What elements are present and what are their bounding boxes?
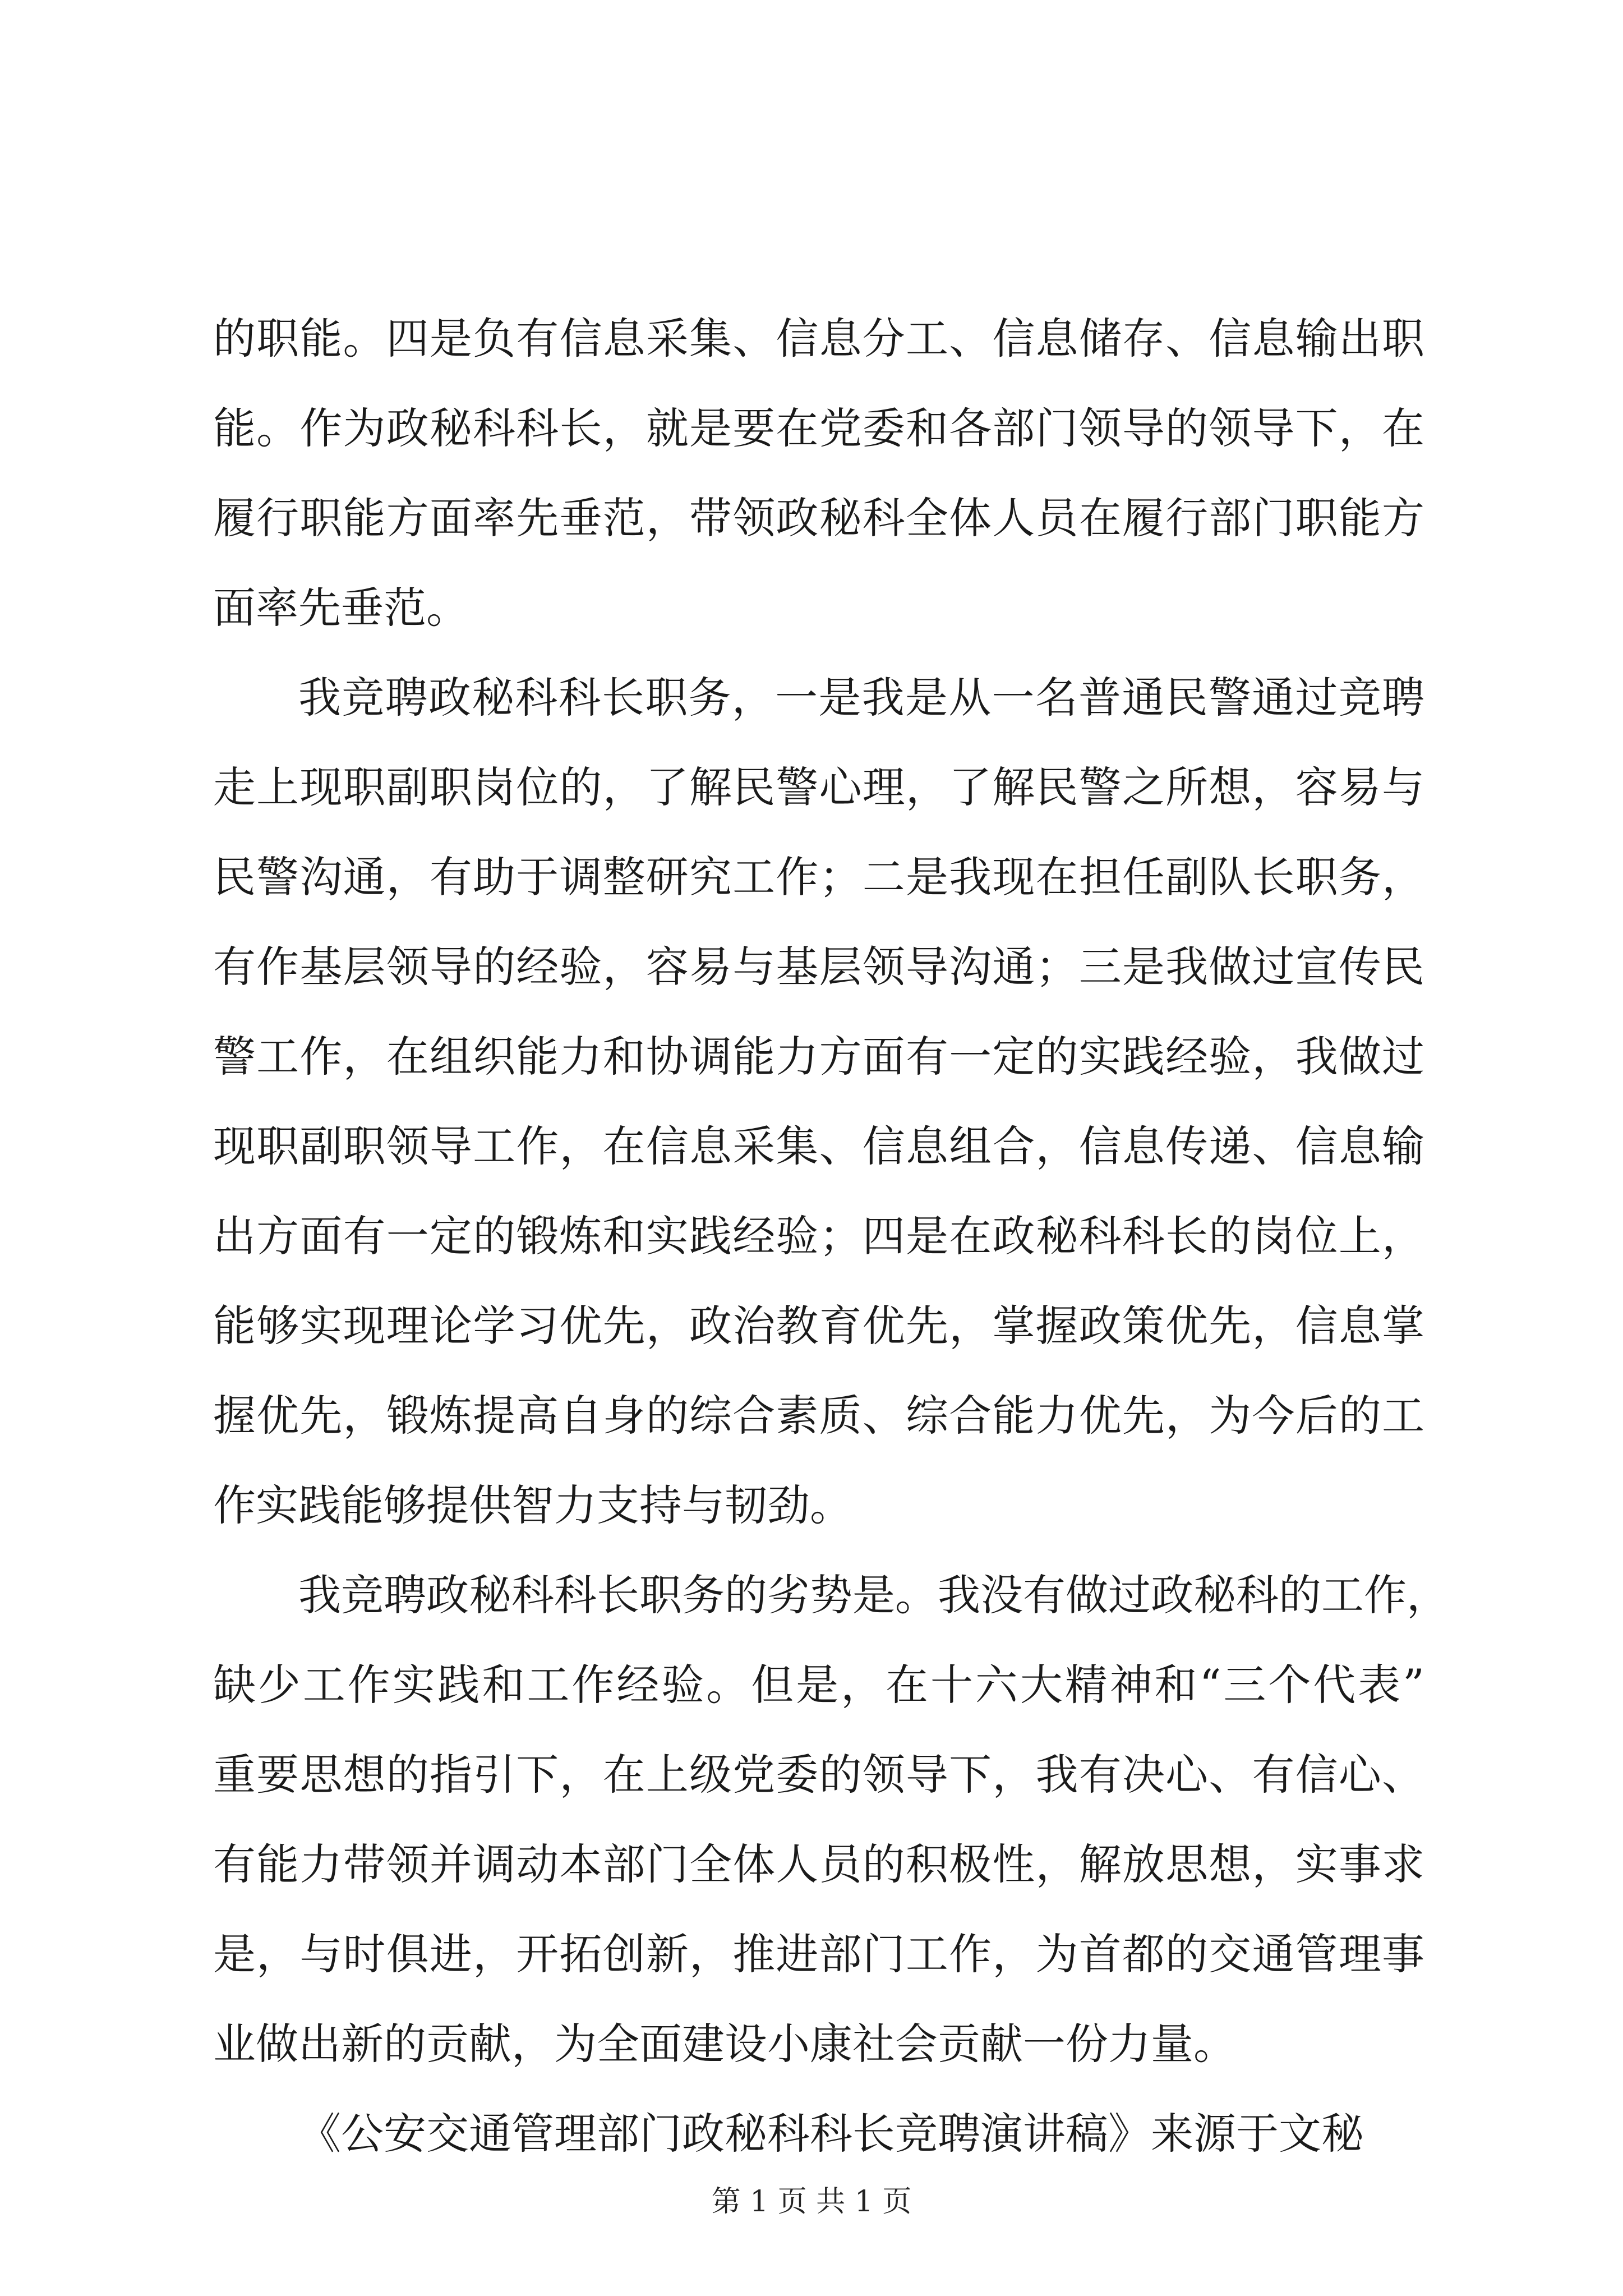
text-line: 民警沟通，有助于调整研究工作；二是我现在担任副队长职务， bbox=[213, 852, 1424, 902]
page-footer: 第 1 页 共 1 页 bbox=[711, 2185, 912, 2219]
paragraph-first-line: 我竞聘政秘科科长职务，一是我是从一名普通民警通过竞聘 bbox=[298, 673, 1424, 723]
text-line: 警工作，在组织能力和协调能力方面有一定的实践经验，我做过 bbox=[213, 1032, 1424, 1082]
text-line: 握优先，锻炼提高自身的综合素质、综合能力优先，为今后的工 bbox=[213, 1391, 1424, 1441]
text-line: 业做出新的贡献，为全面建设小康社会贡献一份力量。 bbox=[213, 2019, 1236, 2069]
text-line: 出方面有一定的锻炼和实践经验；四是在政秘科科长的岗位上， bbox=[213, 1211, 1424, 1261]
text-line: 作实践能够提供智力支持与韧劲。 bbox=[213, 1480, 852, 1530]
text-line: 有能力带领并调动本部门全体人员的积极性，解放思想，实事求 bbox=[213, 1839, 1424, 1889]
text-line: 重要思想的指引下，在上级党委的领导下，我有决心、有信心、 bbox=[213, 1750, 1424, 1800]
text-line: 有作基层领导的经验，容易与基层领导沟通；三是我做过宣传民 bbox=[213, 942, 1424, 992]
text-line: 的职能。四是负有信息采集、信息分工、信息储存、信息输出职 bbox=[213, 314, 1424, 364]
text-line: 走上现职副职岗位的，了解民警心理，了解民警之所想，容易与 bbox=[213, 762, 1424, 812]
text-line: 现职副职领导工作，在信息采集、信息组合，信息传递、信息输 bbox=[213, 1121, 1424, 1171]
paragraph-first-line: 我竞聘政秘科科长职务的劣势是。我没有做过政秘科的工作， bbox=[298, 1570, 1449, 1620]
text-line: 能。作为政秘科科长，就是要在党委和各部门领导的领导下，在 bbox=[213, 403, 1424, 453]
paragraph-first-line: 《公安交通管理部门政秘科科长竞聘演讲稿》来源于文秘 bbox=[298, 2109, 1364, 2159]
text-line: 是，与时俱进，开拓创新，推进部门工作，为首都的交通管理事 bbox=[213, 1929, 1424, 1979]
text-line: 面率先垂范。 bbox=[213, 583, 469, 633]
text-line: 能够实现理论学习优先，政治教育优先，掌握政策优先，信息掌 bbox=[213, 1301, 1424, 1351]
text-line: 缺少工作实践和工作经验。但是，在十六大精神和“三个代表” bbox=[213, 1660, 1424, 1710]
text-line: 履行职能方面率先垂范，带领政秘科全体人员在履行部门职能方 bbox=[213, 493, 1424, 543]
